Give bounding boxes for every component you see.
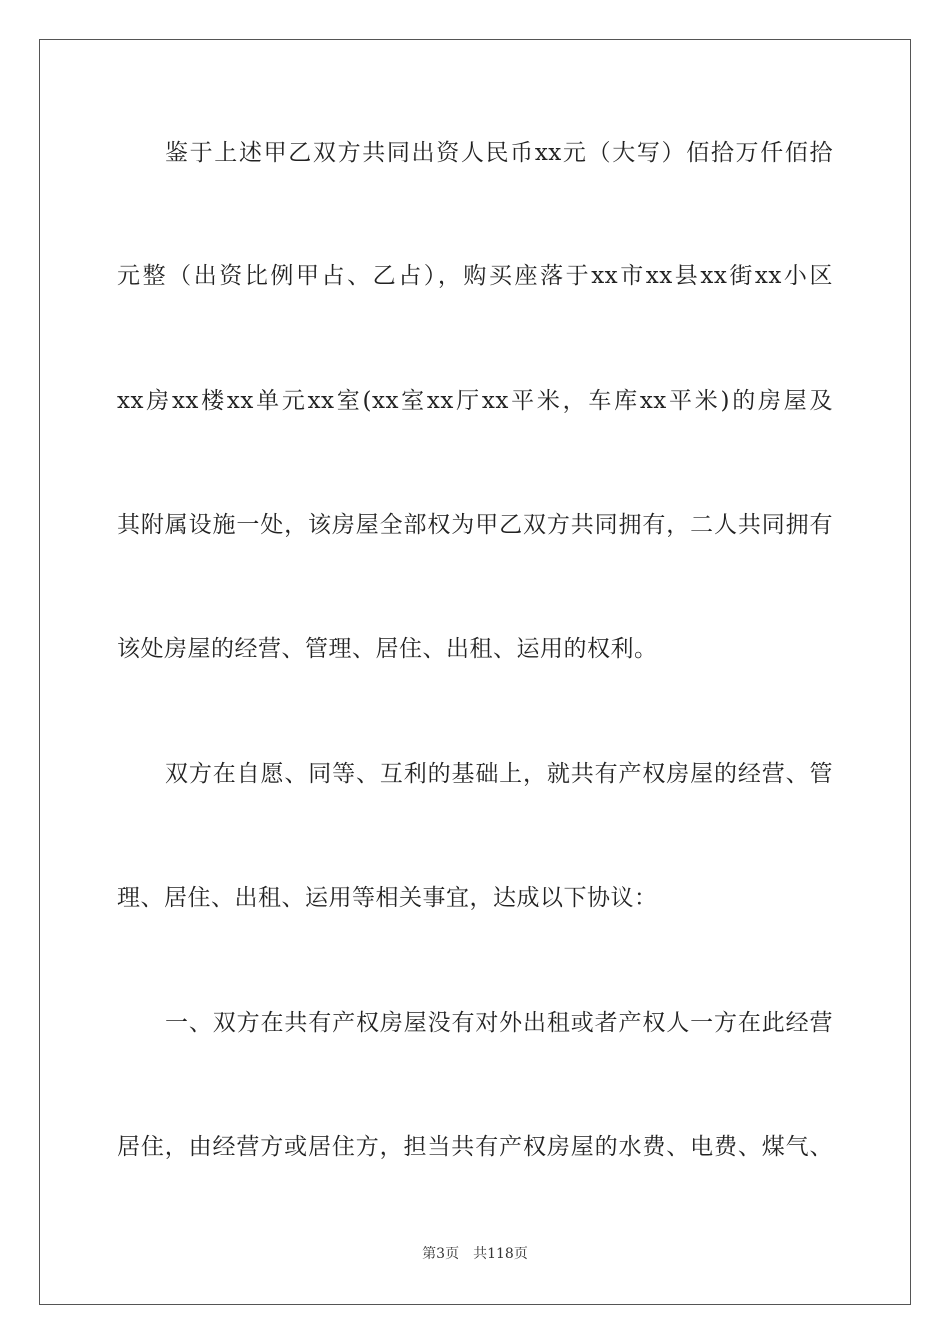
page-number: 第3页 xyxy=(422,1246,460,1262)
paragraph-line-5: 该处房屋的经营、管理、居住、出租、运用的权利。 xyxy=(117,636,658,662)
paragraph-line-4: 其附属设施一处，该房屋全部权为甲乙双方共同拥有，二人共同拥有 xyxy=(117,512,833,538)
page-total: 共118页 xyxy=(473,1246,528,1262)
page-footer xyxy=(0,1245,950,1263)
paragraph-line-8: 一、双方在共有产权房屋没有对外出租或者产权人一方在此经营 xyxy=(165,1010,833,1036)
paragraph-line-7: 理、居住、出租、运用等相关事宜，达成以下协议： xyxy=(117,885,658,911)
paragraph-line-6: 双方在自愿、同等、互利的基础上，就共有产权房屋的经营、管 xyxy=(165,761,833,787)
page-frame xyxy=(39,39,911,1305)
paragraph-line-9: 居住，由经营方或居住方，担当共有产权房屋的水费、电费、煤气、 xyxy=(117,1134,833,1160)
paragraph-line-3: xx房xx楼xx单元xx室(xx室xx厅xx平米，车库xx平米)的房屋及 xyxy=(117,388,833,414)
paragraph-line-1: 鉴于上述甲乙双方共同出资人民币xx元（大写）佰拾万仟佰拾 xyxy=(165,140,833,166)
paragraph-line-2: 元整（出资比例甲占、乙占），购买座落于xx市xx县xx街xx小区 xyxy=(117,263,833,289)
